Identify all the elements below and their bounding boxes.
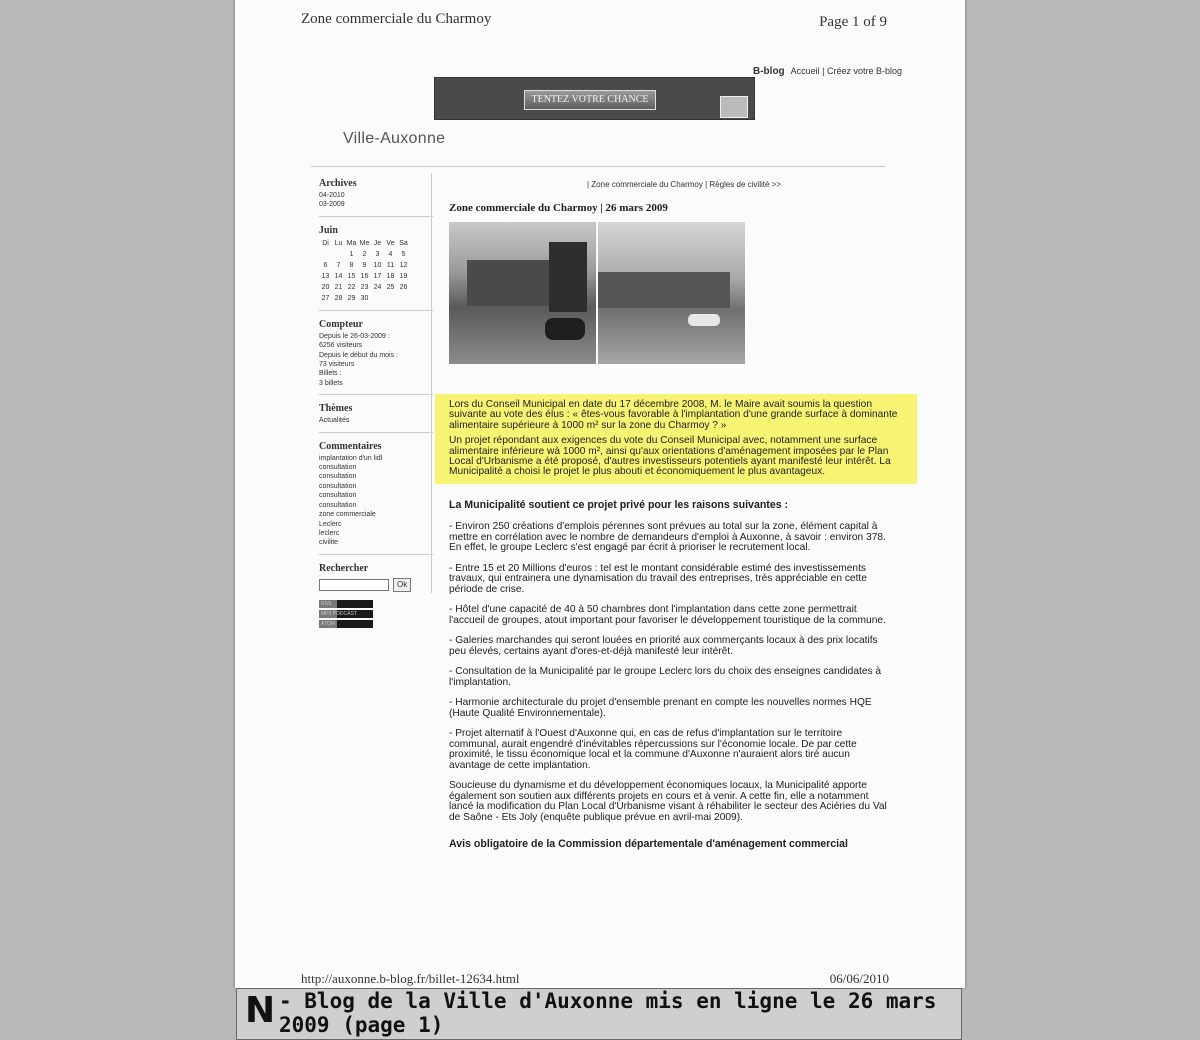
body-paragraph: - Consultation de la Municipalité par le groupe Leclerc lors du choix des enseignes candidates à l'implantation. [449,666,882,688]
podcast-badge[interactable] [319,610,373,618]
printed-page [234,0,966,988]
calendar-date: 4 [388,250,393,258]
calendar-date [332,249,345,260]
post-body [449,500,889,850]
comments-section [319,441,433,555]
calendar-day-header: Lu [334,239,343,247]
final-heading: Avis obligatoire de la Commission départementale d'aménagement commercial [449,838,848,851]
site-name[interactable]: Ville-Auxonne [343,130,446,147]
print-footer-date: 06/06/2010 [829,971,889,986]
calendar-date: 21 [334,283,343,291]
calendar-date [384,293,397,304]
print-header-title: Zone commerciale du Charmoy [301,11,492,27]
calendar-date: 14 [334,272,343,280]
print-header-page: Page 1 of 9 [819,14,887,30]
sidebar [319,176,433,628]
calendar-day-header: Ma [346,239,357,247]
calendar-date: 10 [373,261,382,269]
calendar-date: 7 [336,261,341,269]
search-input[interactable] [319,579,389,591]
banner-button[interactable]: TENTEZ VOTRE CHANCE [524,90,656,110]
theme-link[interactable]: Actualités [319,417,350,425]
body-paragraph: - Harmonie architecturale du projet d'ensemble prenant en compte les nouvelles normes HQE (Haute Qualité Environnementale). [449,697,872,719]
body-paragraph: - Galeries marchandes qui seront louées en priorité aux commerçants locaux à des prix locatifs peu élevés, certains ayant d'ores-et-déjà manifesté leur intérêt. [449,635,878,657]
ad-banner[interactable] [434,77,755,120]
podcast-badge-label: MP3 PODCAST [321,610,357,617]
counter-heading: Compteur [319,318,363,330]
themes-section [319,403,433,432]
project-photos [449,222,745,364]
calendar-date [319,249,332,260]
print-footer-url: http://auxonne.b-blog.fr/billet-12634.html [301,971,520,986]
comment-link[interactable]: consultation [319,501,357,509]
comment-link[interactable]: zone commerciale [319,511,376,519]
comment-link[interactable]: consultation [319,464,357,472]
caption-letter: N [245,990,276,1031]
comment-link[interactable]: consultation [319,473,357,481]
calendar-date: 8 [349,261,354,269]
archive-link[interactable]: 04-2010 [319,192,345,199]
atom-badge-label: ATOM [321,620,335,627]
search-section [319,563,433,628]
calendar-date: 6 [323,261,328,269]
calendar-day-header: Di [322,239,329,247]
calendar-date: 25 [386,283,395,291]
calendar-date [371,293,384,304]
calendar-date: 17 [373,272,382,280]
calendar-week [319,282,410,293]
counter-line: Billets : [319,370,342,378]
body-paragraph: Soucieuse du dynamisme et du développement économiques locaux, la Municipalité apporte également son soutien aux différents projets en cours et à venir. A cette fin, elle a notamment lancé la modification du Plan Local d'Urbanisme visant à réhabiliter le secteur des Aciéries du Val de Saône - Ets Joly (enquête publique prévue en avril-mai 2009). [449,780,887,823]
calendar-week [319,293,410,304]
comment-link[interactable]: implantation d'un lidl [319,454,383,462]
themes-heading: Thèmes [319,403,353,415]
calendar-date: 19 [399,272,408,280]
calendar-date: 11 [386,261,395,269]
rss-badge-label: RSS [321,600,332,607]
counter-line: 6256 visiteurs [319,342,363,350]
atom-badge[interactable] [319,620,373,628]
calendar-month: Juin [319,224,338,236]
body-paragraph: - Hôtel d'une capacité de 40 à 50 chambres dont l'implantation dans cette zone permettrait l'accueil de groupes, atout important pour favoriser le développement touristique de la commune. [449,604,886,626]
calendar-week [319,260,410,271]
comment-link[interactable]: Leclerc [319,520,342,528]
post-content [449,180,898,862]
calendar-date: 12 [399,261,408,269]
comment-link[interactable]: civilite [319,539,339,547]
calendar-date: 5 [401,250,406,258]
calendar-day-header: Me [359,239,370,247]
highlight-paragraph: Lors du Conseil Municipal en date du 17 décembre 2008, M. le Maire avait soumis la question suivante au vote des élus : « êtes-vous favorable à l'implantation d'une grande surface à dominante alimentaire supérieure à 1000 m² sur la zone du Charmoy ? » [449,399,898,431]
calendar-date: 1 [349,250,354,258]
counter-line: Depuis le 26-03-2009 : [319,332,390,340]
calendar-date: 3 [375,250,380,258]
calendar-date: 28 [334,294,343,302]
calendar-week [319,249,410,260]
calendar-section [319,225,433,311]
banner-logo-icon [720,96,748,118]
archives-heading: Archives [319,178,357,189]
calendar [319,238,410,304]
calendar-date: 29 [347,294,356,302]
top-links [753,66,902,77]
calendar-date: 22 [347,283,356,291]
search-ok-button[interactable]: Ok [393,578,411,592]
highlight-paragraph: Un projet répondant aux exigences du vote du Conseil Municipal avec, notamment une surface alimentaire inférieure wà 1000 m², ainsi qu'aux orientations d'aménagement imposées par le Plan Local d'Urbanisme a été proposé, d'autres investisseurs potentiels ayant manifesté leur intérêt. La Municipalité a choisi le projet le plus abouti et économiquement le plus avantageux. [449,435,891,478]
calendar-day-header: Ve [386,239,395,247]
calendar-date: 15 [347,272,356,280]
calendar-date: 13 [321,272,330,280]
calendar-date: 30 [360,294,369,302]
comment-link[interactable]: consultation [319,492,357,500]
body-paragraph: - Environ 250 créations d'emplois pérennes sont prévues au total sur la zone, élément capital à mettre en corrélation avec le nombre de demandeurs d'emploi à Auxonne, à savoir : environ 378. En effet, le groupe Leclerc s'est engagé par écrit à prioriser le recrutement local. [449,521,886,554]
caption-text: - Blog de la Ville d'Auxonne mis en ligne le 26 mars 2009 (page 1) [279,989,937,1037]
post-title: Zone commerciale du Charmoy | 26 mars 2009 [449,202,668,214]
calendar-date: 9 [362,261,367,269]
calendar-date: 23 [360,283,369,291]
calendar-date: 18 [386,272,395,280]
body-paragraph: - Entre 15 et 20 Millions d'euros : tel est le montant considérable estimé des investissements travaux, qui entrainera une dynamisation du travail des entreprises, très appréciable en cette période de crise. [449,562,867,595]
highlighted-excerpt [435,394,917,484]
calendar-date: 26 [399,283,408,291]
calendar-date: 20 [321,283,330,291]
calendar-date [397,293,410,304]
counter-line: 73 visiteurs [319,361,355,369]
search-heading: Rechercher [319,562,369,574]
counter-line: 3 billets [319,379,343,387]
top-nav-links[interactable]: Accueil | Créez votre B-blog [790,66,903,76]
store-rendering-image [449,222,596,364]
calendar-date: 16 [360,272,369,280]
archives-section [319,178,433,217]
calendar-date: 24 [373,283,382,291]
image-caption [236,988,962,1040]
bblog-brand[interactable]: B-blog [753,66,785,77]
calendar-date: 2 [362,250,367,258]
support-heading: La Municipalité soutient ce projet privé pour les raisons suivantes : [449,498,789,511]
comment-link[interactable]: leclerc [319,529,340,537]
calendar-week [319,271,410,282]
body-paragraph: - Projet alternatif à l'Ouest d'Auxonne qui, en cas de refus d'implantation sur le territoire communal, aurait engendré d'inévitables répercussions sur l'économie locale. De par cette proximité, le tissu économique local et la commune d'Auxonne n'auraient alors tiré aucun avantage de cette implantation. [449,728,857,771]
counter-section [319,319,433,395]
gallery-rendering-image [598,222,745,364]
post-navigation[interactable]: | Zone commerciale du Charmoy | Règles de civilité >> [586,180,781,189]
comments-heading: Commentaires [319,440,382,452]
counter-line: Depuis le début du mois : [319,351,398,359]
rss-badge[interactable] [319,600,373,608]
calendar-day-header: Sa [399,239,408,247]
divider [311,166,885,167]
calendar-date: 27 [321,294,330,302]
comment-link[interactable]: consultation [319,482,357,490]
calendar-day-header: Je [373,239,382,247]
archive-link[interactable]: 03-2009 [319,201,345,209]
